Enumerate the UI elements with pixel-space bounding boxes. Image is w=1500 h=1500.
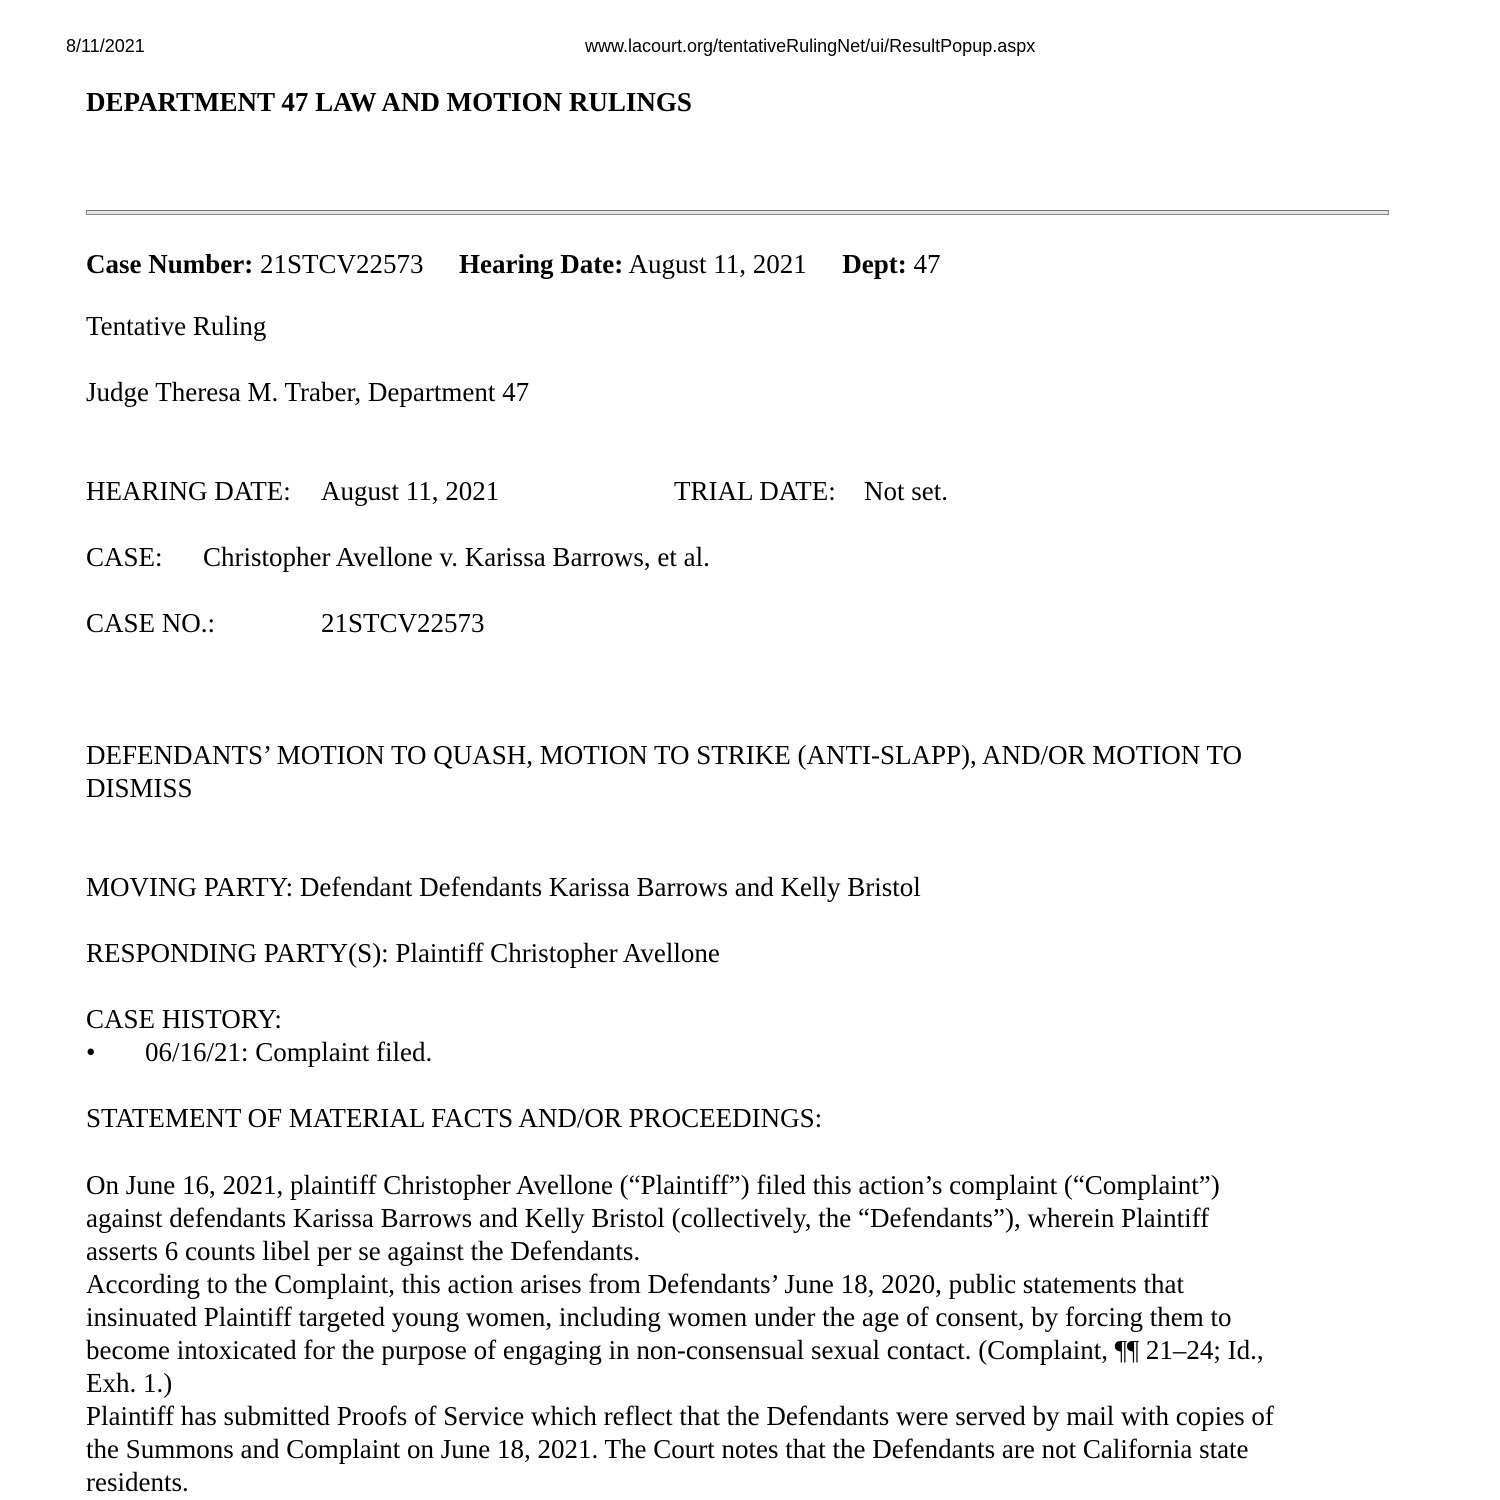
case-number-label: Case Number:	[86, 249, 254, 279]
responding-party: RESPONDING PARTY(S): Plaintiff Christopher Avellone	[86, 938, 720, 968]
paragraph-line: against defendants Karissa Barrows and Kelly Bristol (collectively, the “Defendants”), wherein Plaintiff	[86, 1203, 1210, 1233]
case-name: Christopher Avellone v. Karissa Barrows, et al.	[203, 542, 710, 572]
case-label: CASE:	[86, 542, 163, 572]
dept: 47	[913, 249, 941, 279]
paragraph-line: Plaintiff has submitted Proofs of Service which reflect that the Defendants were served by mail with copies of	[86, 1401, 1274, 1431]
hearing-date-value: August 11, 2021	[321, 476, 500, 506]
hearing-date-label-2: HEARING DATE:	[86, 476, 291, 506]
paragraph-line: asserts 6 counts libel per se against the Defendants.	[86, 1236, 641, 1266]
paragraph-line: become intoxicated for the purpose of engaging in non-consensual sexual contact. (Complaint, ¶¶ 21–24; Id.,	[86, 1335, 1264, 1365]
judge: Judge Theresa M. Traber, Department 47	[86, 377, 530, 407]
moving-party: MOVING PARTY: Defendant Defendants Karissa Barrows and Kelly Bristol	[86, 872, 921, 902]
paragraph-line: Exh. 1.)	[86, 1368, 173, 1398]
case-no-value: 21STCV22573	[321, 608, 485, 638]
paragraph-line: the Summons and Complaint on June 18, 2021. The Court notes that the Defendants are not California state	[86, 1434, 1249, 1464]
case-history-item: 06/16/21: Complaint filed.	[145, 1037, 433, 1067]
case-number: 21STCV22573	[259, 249, 424, 279]
hearing-date: August 11, 2021	[628, 249, 807, 279]
print-url: www.lacourt.org/tentativeRulingNet/ui/ResultPopup.aspx	[585, 36, 1036, 56]
facts-body	[86, 1169, 1274, 1499]
paragraph-line: residents.	[86, 1467, 189, 1497]
trial-date-value: Not set.	[864, 476, 948, 506]
case-bar	[86, 248, 940, 281]
case-history-label: CASE HISTORY:	[86, 1004, 282, 1034]
dept-label: Dept:	[842, 249, 907, 279]
paragraph-line: On June 16, 2021, plaintiff Christopher Avellone (“Plaintiff”) filed this action’s complaint (“Complaint”)	[86, 1170, 1220, 1200]
motion-title-line: DEFENDANTS’ MOTION TO QUASH, MOTION TO STRIKE (ANTI-SLAPP), AND/OR MOTION TO	[86, 740, 1243, 770]
print-date: 8/11/2021	[66, 36, 145, 56]
case-no-label: CASE NO.:	[86, 608, 216, 638]
horizontal-divider	[86, 210, 1389, 215]
trial-date-label: TRIAL DATE:	[674, 476, 836, 506]
motion-title-line: DISMISS	[86, 773, 193, 803]
statement-heading: STATEMENT OF MATERIAL FACTS AND/OR PROCEEDINGS:	[86, 1103, 823, 1133]
paragraph-line: According to the Complaint, this action arises from Defendants’ June 18, 2020, public statements that	[86, 1269, 1185, 1299]
paragraph-line: insinuated Plaintiff targeted young women, including women under the age of consent, by forcing them to	[86, 1302, 1232, 1332]
ruling-type: Tentative Ruling	[86, 311, 267, 341]
hearing-date-label: Hearing Date:	[459, 249, 624, 279]
page-title: DEPARTMENT 47 LAW AND MOTION RULINGS	[86, 87, 692, 117]
motion-title	[86, 739, 1242, 805]
case-history-bullet: •	[86, 1037, 96, 1067]
